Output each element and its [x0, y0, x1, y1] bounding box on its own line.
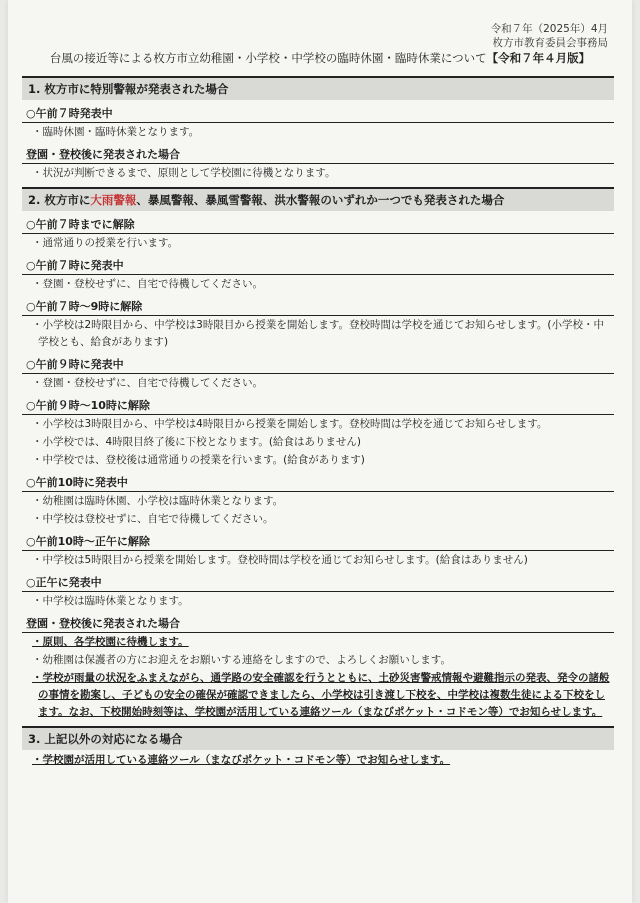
s2-title-red: 大雨警報 [90, 193, 137, 207]
issue-date: 令和７年（2025年）4月 [490, 23, 608, 35]
title-text: 台風の接近等による枚方市立幼稚園・小学校・中学校の臨時休園・臨時休業について [49, 51, 487, 65]
s1-bullet-1: ・臨時休園・臨時休業となります。 [32, 126, 200, 138]
s2-title-b: 、暴風警報、暴風雪警報、洪水警報のいずれか一つでも発表された場合 [136, 193, 505, 207]
s2-sub-1: ○午前７時までに解除 [22, 214, 614, 234]
s2-sub-8: ○正午に発表中 [22, 572, 614, 592]
section-2-heading [22, 187, 614, 211]
s2-title-a: 2. 枚方市に [28, 193, 91, 207]
s2-bullet-9b: ・幼稚園は保護者の方にお迎えをお願いする連絡をしますので、よろしくお願いします。 [32, 654, 451, 666]
s2-bullet-6a: ・幼稚園は臨時休園、小学校は臨時休業となります。 [32, 495, 284, 507]
document-page [8, 0, 632, 903]
issuer-block [491, 22, 608, 50]
s2-bullet-5c: ・中学校では、登校後は通常通りの授業を行います。(給食があります) [32, 454, 365, 466]
s2-bullet-2: ・登園・登校せずに、自宅で待機してください。 [32, 278, 263, 290]
section-3-heading: 3. 上記以外の対応になる場合 [22, 726, 614, 750]
s2-bullet-8: ・中学校は臨時休業となります。 [32, 595, 189, 607]
s2-sub-5: ○午前９時～10時に解除 [22, 395, 614, 415]
title-edition: 【令和７年４月版】 [486, 51, 591, 65]
s2-bullet-7: ・中学校は5時限目から授業を開始します。登校時間は学校を通じてお知らせします。(給食はありません) [32, 554, 528, 566]
s2-bullet-5a: ・小学校は3時限目から、中学校は4時限目から授業を開始します。登校時間は学校を通じてお知らせします。 [32, 418, 548, 430]
s2-sub-after-arrival: 登園・登校後に発表された場合 [22, 613, 614, 633]
s1-bullet-2: ・状況が判断できるまで、原則として学校園に待機となります。 [32, 167, 336, 179]
s2-sub-6: ○午前10時に発表中 [22, 472, 614, 492]
s2-bullet-9a: ・原則、各学校園に待機します。 [32, 636, 189, 648]
s2-bullet-1: ・通常通りの授業を行います。 [32, 237, 179, 249]
s3-bullet-1: ・学校園が活用している連絡ツール（まなびポケット・コドモン等）でお知らせします。 [32, 754, 451, 766]
s1-sub-7am-issued: ○午前７時発表中 [22, 103, 614, 123]
s2-bullet-4: ・登園・登校せずに、自宅で待機してください。 [32, 377, 263, 389]
s2-bullet-6b: ・中学校は登校せずに、自宅で待機してください。 [32, 513, 274, 525]
s2-sub-2: ○午前７時に発表中 [22, 255, 614, 275]
s2-sub-7: ○午前10時～正午に解除 [22, 531, 614, 551]
s2-sub-3: ○午前７時～9時に解除 [22, 296, 614, 316]
s2-bullet-3: ・小学校は2時限目から、中学校は3時限目から授業を開始します。登校時間は学校を通じてお知らせします。(小学校・中学校とも、給食があります) [32, 319, 604, 348]
section-1-heading: 1. 枚方市に特別警報が発表された場合 [22, 76, 614, 100]
issuing-office: 枚方市教育委員会事務局 [492, 37, 608, 49]
s1-sub-after-arrival: 登園・登校後に発表された場合 [22, 144, 614, 164]
s2-bullet-9c: ・学校が雨量の状況をふまえながら、通学路の安全確認を行うとともに、土砂災害警戒情報や避難指示の発表、発令の諸般の事情を勘案し、子どもの安全の確保が確認できましたら、小学校は引き渡し下校を、中学校は複数生徒による下校をします。なお、下校開始時刻等は、学校園が活用している連絡ツール（まなびポケット・コドモン等）でお知らせします。 [32, 672, 610, 718]
document-body [22, 76, 614, 770]
document-title [8, 50, 632, 66]
s2-bullet-5b: ・小学校では、4時限目終了後に下校となります。(給食はありません) [32, 436, 362, 448]
s2-sub-4: ○午前９時に発表中 [22, 354, 614, 374]
